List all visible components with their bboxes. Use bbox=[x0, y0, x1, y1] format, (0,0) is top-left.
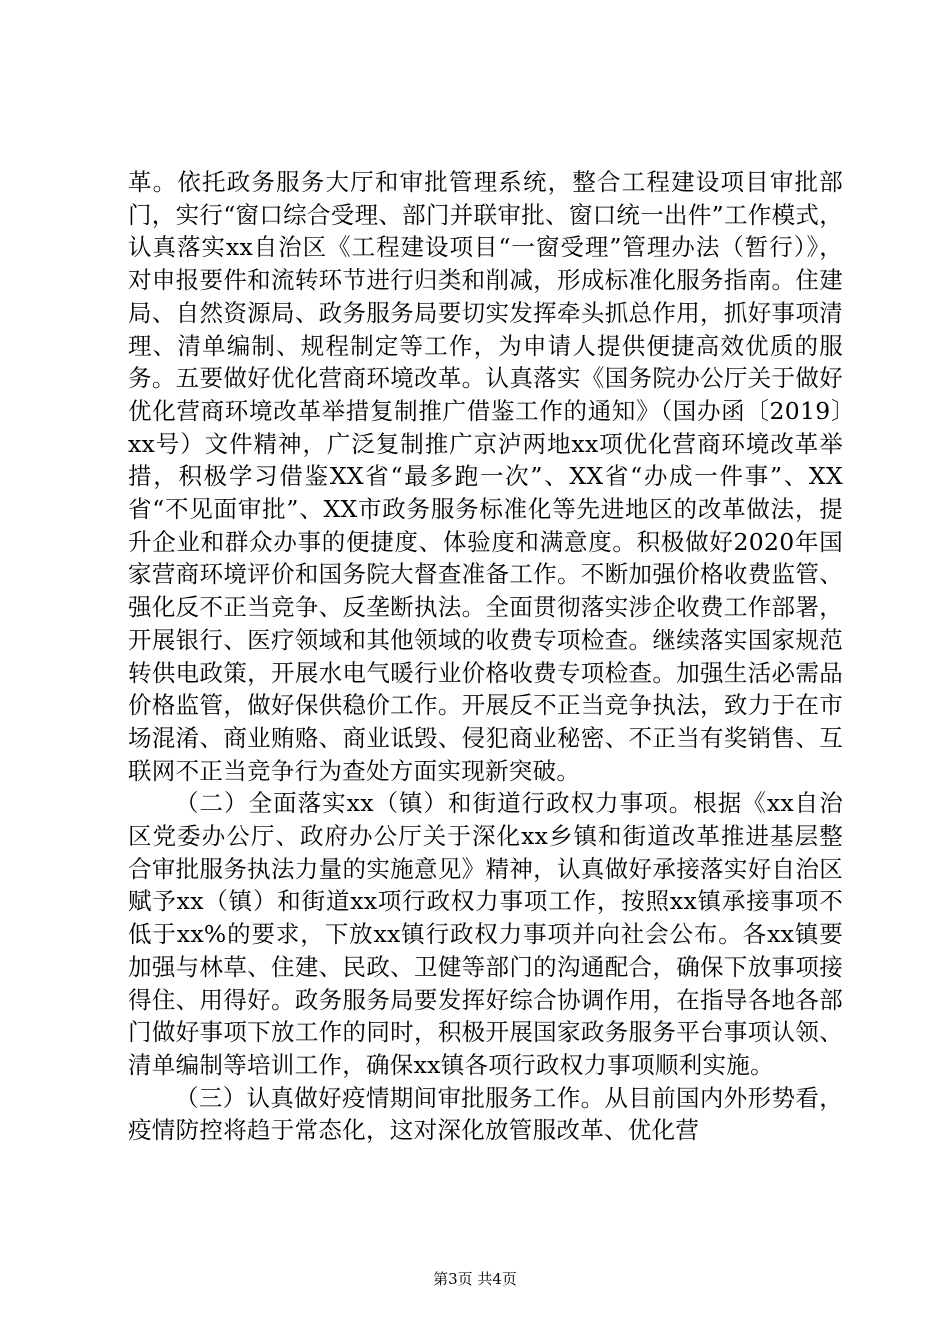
page-footer: 第3页 共4页 bbox=[433, 1270, 517, 1288]
document-body bbox=[128, 166, 843, 1147]
paragraph-continuation: 革。依托政务服务大厅和审批管理系统，整合工程建设项目审批部门，实行“窗口综合受理、部门并联审批、窗口统一出件”工作模式，认真落实xx自治区《工程建设项目“一窗受理”管理办法（暂行）》，对申报要件和流转环节进行归类和削减，形成标准化服务指南。住建局、自然资源局、政务服务局要切实发挥牵头抓总作用，抓好事项清理、清单编制、规程制定等工作，为申请人提供便捷高效优质的服务。五要做好优化营商环境改革。认真落实《国务院办公厅关于做好优化营商环境改革举措复制推广借鉴工作的通知》（国办函〔2019〕xx号）文件精神，广泛复制推广京泸两地xx项优化营商环境改革举措，积极学习借鉴XX省“最多跑一次”、XX省“办成一件事”、XX省“不见面审批”、XX市政务服务标准化等先进地区的改革做法，提升企业和群众办事的便捷度、体验度和满意度。积极做好2020年国家营商环境评价和国务院大督查准备工作。不断加强价格收费监管、强化反不正当竞争、反垄断执法。全面贯彻落实涉企收费工作部署，开展银行、医疗领域和其他领域的收费专项检查。继续落实国家规范转供电政策，开展水电气暖行业价格收费专项检查。加强生活必需品价格监管，做好保供稳价工作。开展反不正当竞争执法，致力于在市场混淆、商业贿赂、商业诋毁、侵犯商业秘密、不正当有奖销售、互联网不正当竞争行为查处方面实现新突破。 bbox=[128, 168, 843, 785]
paragraph-section-two: （二）全面落实xx（镇）和街道行政权力事项。根据《xx自治区党委办公厅、政府办公厅关于深化xx乡镇和街道改革推进基层整合审批服务执法力量的实施意见》精神，认真做好承接落实好自治区赋予xx（镇）和街道xx项行政权力事项工作，按照xx镇承接事项不低于xx%的要求，下放xx镇行政权力事项并向社会公布。各xx镇要加强与林草、住建、民政、卫健等部门的沟通配合，确保下放事项接得住、用得好。政务服务局要发挥好综合协调作用，在指导各地各部门做好事项下放工作的同时，积极开展国家政务服务平台事项认领、清单编制等培训工作，确保xx镇各项行政权力事项顺利实施。 bbox=[128, 789, 843, 1079]
paragraph-section-three: （三）认真做好疫情期间审批服务工作。从目前国内外形势看，疫情防控将趋于常态化，这对深化放管服改革、优化营 bbox=[128, 1083, 843, 1145]
